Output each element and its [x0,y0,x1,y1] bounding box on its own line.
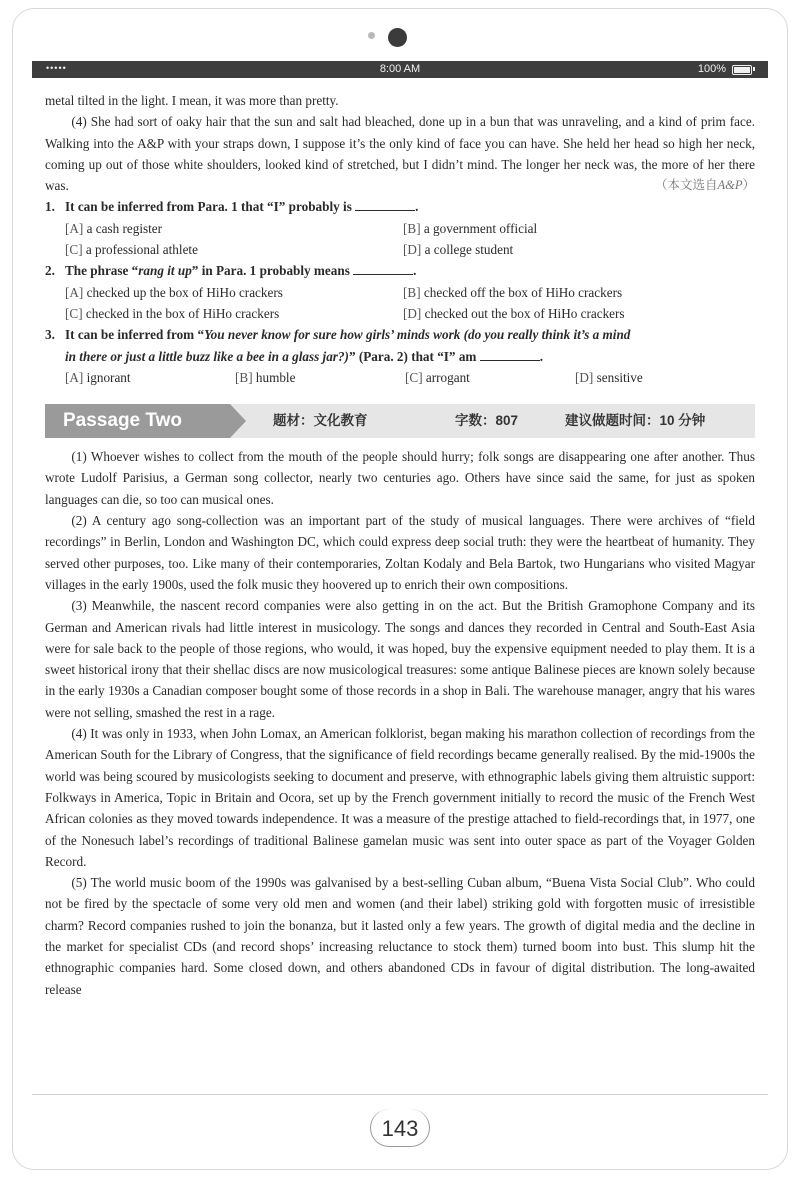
battery-tip [753,67,755,71]
passage-topic: 题材：文化教育 [273,413,368,429]
option-c[interactable]: [C] arrogant [405,369,470,385]
passage-two-paragraph-3: (3) Meanwhile, the nascent record companies were also getting in on the act. But the British Gramophone Company and its German and American rivals had little interest in musicology. The songs and dances they recorded in Central and South-East Asia were for sale back to the people of those regions, who would, it was hoped, buy the expensive equipment needed to play them. It is a sweet historical irony that their shellac discs are now musicological treasures: some antique Balinese pieces are known solely because in the early 1930s a Canadian composer bought some of those records in a shop in Bali. The warehouse manager, angry that his wares were not selling, smashed the rest in a rage. [45,598,755,720]
question-1: 1. It can be inferred from Para. 1 that “I” probably is . [45,196,755,217]
option-b[interactable]: [B] a government official [403,220,538,236]
suggested-time: 建议做题时间：10 分钟 [565,413,706,429]
passage-word-count: 字数：807 [455,413,519,429]
page-number: 143 [370,1109,430,1147]
question-number: 2. [45,263,55,279]
answer-blank[interactable] [355,198,415,211]
quoted-sentence: You never know for sure how girls’ minds work (do you really think it’s a mind [204,327,631,343]
option-a[interactable]: [A] checked up the box of HiHo crackers [65,284,283,300]
question-number: 3. [45,327,55,343]
quoted-phrase: rang it up [138,263,192,279]
question-1-options [45,218,755,261]
passage-two-label: Passage Two [45,404,230,438]
option-b[interactable]: [B] humble [235,369,296,385]
battery-percent: 100% [697,63,726,75]
quoted-sentence-cont: in there or just a little buzz like a bee in a glass jar?) [65,348,349,364]
option-b[interactable]: [B] checked off the box of HiHo crackers [403,284,623,300]
option-a[interactable]: [A] a cash register [65,220,163,236]
device-camera [0,28,800,48]
passage-two-paragraph-2: (2) A century ago song-collection was an important part of the study of musical languages. There were archives of “field recordings” in Berlin, London and Washington DC, which could express deep social truth: they were the heartbeat of humanity. They served other purposes, too. Like many of their contemporaries, Zoltan Kodaly and Bela Bartok, two Hungarians who visited Magyar villages in the early 1900s, used the folk music they hoovered up to enrich their own compositions. [45,513,755,592]
question-2: 2. The phrase “rang it up” in Para. 1 probably means . [45,260,755,281]
banner-arrow [230,404,246,438]
passage-two-paragraph-4: (4) It was only in 1933, when John Lomax, an American folklorist, began making his marathon collection of recordings from the American South for the Library of Congress, that the significance of field recordings became generally realised. By the mid-1900s the world was being scoured by musicologists seeking to document and preserve, with ethnographic labels giving them altruistic support: Folkways in America, Topic in Britain and Ocora, set up by the French government initially to record the music of the French West African colonies as they moved towards independence. It was a measure of the prestige attached to field-recordings that, in 1977, one of the Nonesuch label’s recordings of traditional Balinese gamelan music was sent into outer space as part of the Voyager Golden Record. [45,726,755,869]
option-d[interactable]: [D] checked out the box of HiHo crackers [403,305,625,321]
passage-one-text: metal tilted in the light. I mean, it was more than pretty. [45,93,339,108]
status-bar [32,61,768,78]
option-d[interactable]: [D] sensitive [575,369,643,385]
page-footer [0,1103,800,1163]
option-d[interactable]: [D] a college student [403,242,514,258]
passage-one-paragraph-4 [45,111,755,196]
source-citation: （本文选自A&P） [654,178,755,193]
answer-blank[interactable] [480,348,540,361]
paragraph-text: (4) She had sort of oaky hair that the sun and salt had bleached, done up in a bun that was unraveling, and a kind of prim face. Walking into the A&P with your straps down, I suppose it’s the only kind of face you can have. She held her head so high her neck, coming up out of those white shoulders, looked kind of stretched, but I didn’t mind. The longer her neck was, the more of her there was. [45,114,755,194]
option-c[interactable]: [C] checked in the box of HiHo crackers [65,305,280,321]
status-time: 8:00 AM [379,63,421,75]
battery-icon [732,65,752,75]
passage-two-paragraph-1: (1) Whoever wishes to collect from the mouth of the people should hurry; folk songs are disappearing one after another. Thus wrote Ludolf Parisius, a German song collector, nearly two centuries ago. Others have since said the same, for just as spoken languages can die, so too can musical ones. [45,449,755,507]
option-a[interactable]: [A] ignorant [65,369,131,385]
answer-blank[interactable] [353,262,413,275]
question-3: 3. It can be inferred from “You never know for sure how girls’ minds work (do you really think it’s a mind [45,324,755,345]
question-number: 1. [45,199,55,215]
sensor-dot [368,32,375,39]
question-3-continued: in there or just a little buzz like a bee in a glass jar?)” (Para. 2) that “I” am . [65,348,543,364]
page-content [45,90,755,1000]
question-stem: It can be inferred from Para. 1 that “I” probably is [65,199,352,215]
question-3-options [45,367,755,388]
option-c[interactable]: [C] a professional athlete [65,242,198,258]
question-2-options [45,282,755,325]
passage-two-banner [45,404,755,438]
signal-indicator: ••••• [46,63,67,73]
page-divider [32,1094,768,1095]
camera-lens [388,28,407,47]
passage-two-paragraph-5: (5) The world music boom of the 1990s was galvanised by a best-selling Cuban album, “Buena Vista Social Club”. Who could not be fired by the spectacle of some very old men and women (and their label) striking gold with forgotten music of irresistible charm? Record companies rushed to join the bonanza, but it lasted only a few years. The growth of digital media and the decline in the market for specialist CDs (and record shops’ increasing reluctance to stock them) turned boom into bust. This slump hit the ethnographic companies hard. Some closed down, and others abandoned CDs in favour of digital distribution. The long-awaited release [45,875,755,997]
